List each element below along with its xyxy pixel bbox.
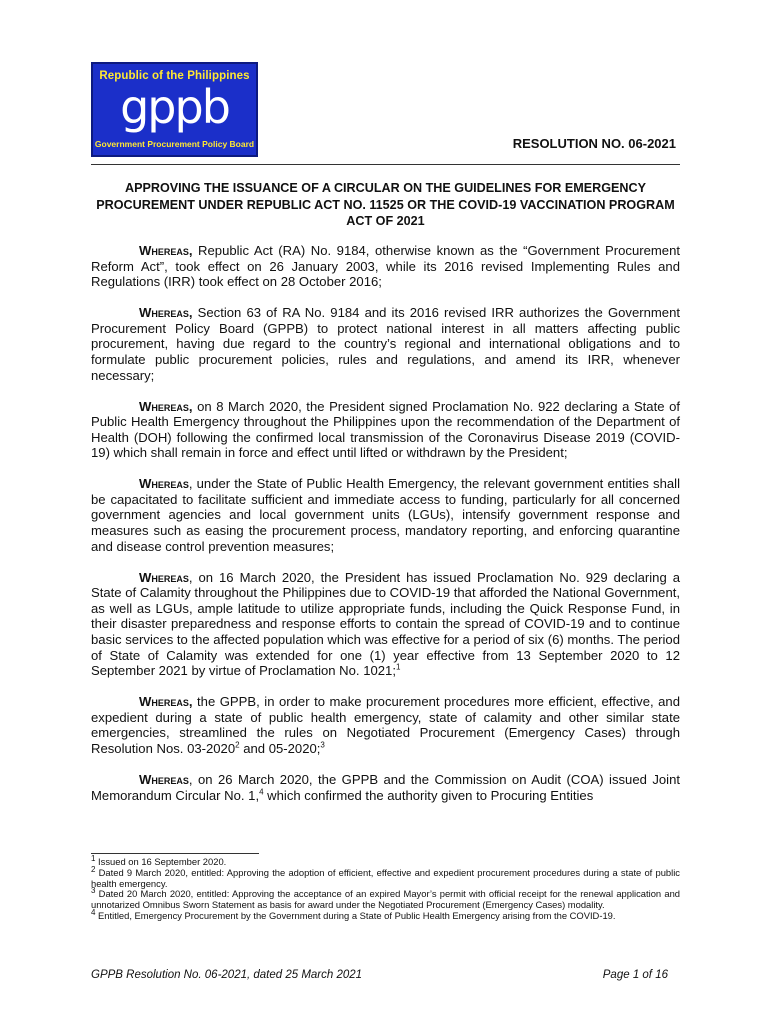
paragraph-text: , under the State of Public Health Emergency, the relevant government entities shall be capacitated to facilitate sufficient and immediate access to funding, particularly for all concerned government agencies and local government units (LGUs), intensify government response and measures such as easing the procurement process, mandatory reporting, and enforcing quarantine and disease control prevention measures; — [91, 476, 680, 554]
footnote-text: Issued on 16 September 2020. — [95, 856, 227, 867]
footnote-ref: 3 — [320, 740, 325, 750]
document-title: APPROVING THE ISSUANCE OF A CIRCULAR ON THE GUIDELINES FOR EMERGENCY PROCUREMENT UNDER REPUBLIC ACT NO. 11525 OR THE COVID-19 VACCINATION PROGRAM ACT OF 2021 — [96, 181, 675, 228]
footnote-text: Dated 9 March 2020, entitled: Approving the adoption of efficient, effective and expedient procurement procedures during a state of public health emergency. — [91, 866, 680, 889]
paragraph-text: on 8 March 2020, the President signed Proclamation No. 922 declaring a State of Public Health Emergency throughout the Philippines upon the recommendation of the Department of Health (DOH) following the confirmed local transmission of the Coronavirus Disease 2019 (COVID-19) which shall remain in force and effect until lifted or withdrawn by the President; — [91, 398, 680, 461]
whereas-lead: Whereas, — [139, 398, 193, 414]
paragraph-text: Section 63 of RA No. 9184 and its 2016 revised IRR authorizes the Government Procurement Policy Board (GPPB) to protect national interest in all matters affecting public procurement, having due regard to the country’s regional and international obligations and to formulate public procurement policies, rules and regulations, and amend its IRR, whenever necessary; — [91, 305, 680, 383]
footnotes — [91, 853, 680, 922]
paragraph-text: and 05-2020; — [239, 740, 321, 756]
whereas-paragraph — [91, 772, 680, 803]
paragraph-text: Republic Act (RA) No. 9184, otherwise known as the “Government Procurement Reform Act”, took effect on 26 January 2003, while its 2016 revised Implementing Rules and Regulations (IRR) took effect on 28 October 2016; — [91, 243, 680, 290]
logo-bottom-text: Government Procurement Policy Board — [94, 139, 255, 149]
logo-mark: gppb — [120, 80, 229, 134]
whereas-paragraph — [91, 399, 680, 461]
page-number: Page 1 of 16 — [602, 969, 668, 981]
whereas-paragraph — [91, 476, 680, 554]
paragraph-text: the GPPB, in order to make procurement procedures more efficient, effective, and expedient during a state of public health emergency, state of calamity and other similar state emergencies, streamlined the rules on Negotiated Procurement (Emergency Cases) through Resolution Nos. 03-2020 — [91, 694, 680, 756]
whereas-paragraph — [91, 305, 680, 383]
header-divider — [91, 164, 680, 165]
whereas-lead: Whereas, — [139, 694, 193, 710]
footnote-divider — [91, 853, 259, 854]
paragraph-text: which confirmed the authority given to Procuring Entities — [263, 787, 594, 803]
footnote-number: 3 — [91, 886, 96, 896]
footnote — [91, 907, 680, 922]
page-footer — [91, 969, 680, 981]
logo-top-text: Republic of the Philippines — [99, 70, 250, 82]
footnote — [91, 864, 680, 890]
whereas-paragraph — [91, 243, 680, 290]
whereas-lead: Whereas — [139, 476, 189, 492]
whereas-paragraph — [91, 570, 680, 679]
resolution-number: RESOLUTION NO. 06-2021 — [512, 136, 676, 151]
footnote-number: 1 — [91, 853, 96, 863]
gppb-logo — [91, 62, 258, 157]
footnote-ref: 1 — [395, 662, 401, 672]
footnote — [91, 886, 680, 911]
whereas-paragraph — [91, 694, 680, 756]
whereas-lead: Whereas — [139, 569, 189, 585]
whereas-lead: Whereas, — [139, 243, 193, 258]
document-body — [91, 243, 680, 819]
footnote-ref: 4 — [259, 787, 264, 797]
footnote-ref: 2 — [235, 740, 240, 750]
paragraph-text: , on 26 March 2020, the GPPB and the Commission on Audit (COA) issued Joint Memorandum Circular No. 1, — [91, 771, 680, 803]
footnote-number: 2 — [91, 864, 96, 874]
footnote-text: Entitled, Emergency Procurement by the Government during a State of Public Health Emergency arising from the COVID-19. — [95, 909, 616, 921]
paragraph-text: , on 16 March 2020, the President has issued Proclamation No. 929 declaring a State of Calamity throughout the Philippines due to COVID-19 that afforded the National Government, as well as LGUs, ample latitude to utilize appropriate funds, including the Quick Response Fund, in their disaster preparedness and response efforts to contain the spread of COVID-19 and to continue basic services to the affected population which was effective for a period of six (6) months. The period of State of Calamity was extended for one (1) year effective from 13 September 2020 to 12 September 2021 by virtue of Proclamation No. 1021; — [91, 569, 680, 679]
footnote-text: Dated 20 March 2020, entitled: Approving the acceptance of an expired Mayor’s permit with official receipt for the renewal application and unnotarized Omnibus Sworn Statement as basis for award under the Negotiated Procurement (Emergency Cases) modality. — [91, 888, 680, 911]
whereas-lead: Whereas — [139, 771, 189, 787]
footnote-number: 4 — [91, 907, 96, 917]
footer-reference: GPPB Resolution No. 06-2021, dated 25 March 2021 — [91, 969, 363, 981]
whereas-lead: Whereas, — [139, 305, 193, 321]
